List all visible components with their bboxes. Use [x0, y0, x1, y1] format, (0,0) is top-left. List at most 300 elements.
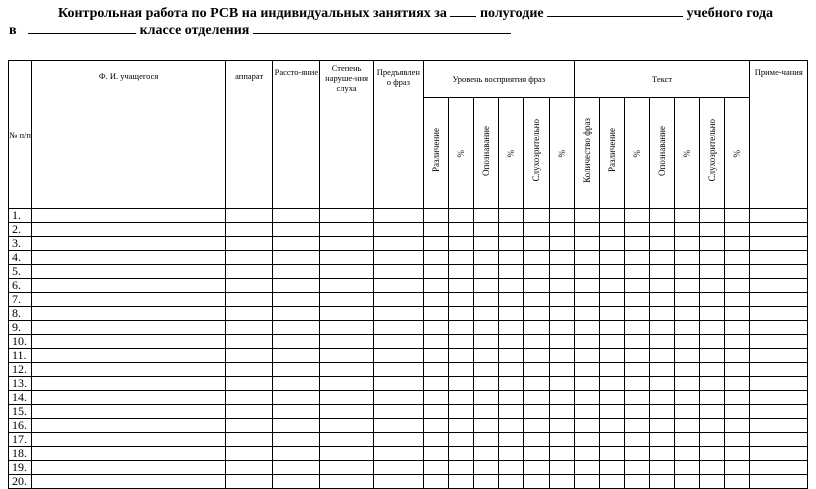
table-cell[interactable] [32, 335, 226, 349]
table-cell[interactable] [549, 265, 574, 279]
table-cell[interactable] [373, 363, 423, 377]
table-cell[interactable] [423, 363, 448, 377]
table-cell[interactable] [725, 377, 750, 391]
table-cell[interactable] [373, 265, 423, 279]
table-cell[interactable] [273, 237, 320, 251]
table-cell[interactable] [574, 475, 599, 489]
table-cell[interactable] [574, 447, 599, 461]
table-cell[interactable] [32, 293, 226, 307]
table-cell[interactable] [675, 475, 700, 489]
table-cell[interactable] [320, 321, 373, 335]
table-cell[interactable] [675, 335, 700, 349]
table-cell[interactable] [32, 461, 226, 475]
table-cell[interactable] [750, 419, 808, 433]
table-cell[interactable] [675, 209, 700, 223]
table-cell[interactable] [423, 321, 448, 335]
table-cell[interactable] [474, 405, 499, 419]
table-cell[interactable] [273, 279, 320, 293]
table-cell[interactable] [226, 321, 273, 335]
table-cell[interactable] [675, 363, 700, 377]
table-cell[interactable] [226, 405, 273, 419]
table-cell[interactable] [373, 405, 423, 419]
table-cell[interactable] [373, 223, 423, 237]
table-cell[interactable] [273, 349, 320, 363]
table-cell[interactable] [524, 391, 549, 405]
table-cell[interactable] [650, 251, 675, 265]
table-cell[interactable] [226, 391, 273, 405]
table-cell[interactable] [320, 307, 373, 321]
table-cell[interactable] [273, 405, 320, 419]
table-cell[interactable] [750, 349, 808, 363]
table-cell[interactable] [700, 335, 725, 349]
table-cell[interactable] [373, 461, 423, 475]
table-cell[interactable] [624, 237, 649, 251]
table-cell[interactable] [373, 349, 423, 363]
table-cell[interactable] [675, 265, 700, 279]
table-cell[interactable] [624, 279, 649, 293]
table-cell[interactable] [32, 223, 226, 237]
table-cell[interactable] [650, 349, 675, 363]
table-cell[interactable] [650, 335, 675, 349]
table-cell[interactable] [499, 335, 524, 349]
table-cell[interactable] [524, 223, 549, 237]
table-cell[interactable] [624, 447, 649, 461]
table-cell[interactable] [474, 321, 499, 335]
table-cell[interactable] [549, 237, 574, 251]
table-cell[interactable] [423, 419, 448, 433]
table-cell[interactable] [750, 335, 808, 349]
table-cell[interactable] [574, 265, 599, 279]
table-cell[interactable] [32, 349, 226, 363]
table-cell[interactable] [524, 293, 549, 307]
table-cell[interactable] [423, 447, 448, 461]
table-cell[interactable] [423, 405, 448, 419]
table-cell[interactable] [675, 307, 700, 321]
table-cell[interactable] [675, 321, 700, 335]
table-cell[interactable] [599, 209, 624, 223]
table-cell[interactable] [750, 433, 808, 447]
table-cell[interactable] [449, 307, 474, 321]
table-cell[interactable] [624, 349, 649, 363]
table-cell[interactable] [650, 419, 675, 433]
table-cell[interactable] [423, 461, 448, 475]
table-cell[interactable] [624, 391, 649, 405]
table-cell[interactable] [499, 475, 524, 489]
table-cell[interactable] [226, 349, 273, 363]
table-cell[interactable] [700, 223, 725, 237]
table-cell[interactable] [725, 405, 750, 419]
table-cell[interactable] [273, 447, 320, 461]
table-cell[interactable] [32, 265, 226, 279]
table-cell[interactable] [599, 461, 624, 475]
table-cell[interactable] [373, 447, 423, 461]
table-cell[interactable] [32, 279, 226, 293]
table-cell[interactable] [599, 363, 624, 377]
table-cell[interactable] [320, 279, 373, 293]
table-cell[interactable] [750, 405, 808, 419]
table-cell[interactable] [320, 265, 373, 279]
table-cell[interactable] [320, 335, 373, 349]
table-cell[interactable] [700, 447, 725, 461]
table-cell[interactable] [449, 265, 474, 279]
table-cell[interactable] [524, 419, 549, 433]
table-cell[interactable] [574, 223, 599, 237]
table-cell[interactable] [624, 293, 649, 307]
table-cell[interactable] [650, 461, 675, 475]
table-cell[interactable] [320, 251, 373, 265]
table-cell[interactable] [524, 433, 549, 447]
table-cell[interactable] [599, 279, 624, 293]
table-cell[interactable] [423, 237, 448, 251]
table-cell[interactable] [524, 447, 549, 461]
table-cell[interactable] [574, 321, 599, 335]
table-cell[interactable] [449, 433, 474, 447]
table-cell[interactable] [650, 321, 675, 335]
table-cell[interactable] [320, 223, 373, 237]
table-cell[interactable] [574, 335, 599, 349]
table-cell[interactable] [700, 293, 725, 307]
table-cell[interactable] [373, 209, 423, 223]
table-cell[interactable] [549, 307, 574, 321]
table-cell[interactable] [474, 349, 499, 363]
table-cell[interactable] [549, 363, 574, 377]
table-cell[interactable] [750, 237, 808, 251]
table-cell[interactable] [725, 307, 750, 321]
table-cell[interactable] [700, 405, 725, 419]
table-cell[interactable] [750, 363, 808, 377]
table-cell[interactable] [423, 279, 448, 293]
table-cell[interactable] [599, 307, 624, 321]
table-cell[interactable] [675, 447, 700, 461]
table-cell[interactable] [624, 335, 649, 349]
table-cell[interactable] [373, 237, 423, 251]
table-cell[interactable] [273, 265, 320, 279]
table-cell[interactable] [373, 475, 423, 489]
table-cell[interactable] [549, 461, 574, 475]
table-cell[interactable] [423, 293, 448, 307]
table-cell[interactable] [32, 363, 226, 377]
table-cell[interactable] [650, 391, 675, 405]
table-cell[interactable] [574, 391, 599, 405]
table-cell[interactable] [725, 419, 750, 433]
table-cell[interactable] [474, 279, 499, 293]
table-cell[interactable] [524, 237, 549, 251]
table-cell[interactable] [320, 349, 373, 363]
table-cell[interactable] [320, 447, 373, 461]
table-cell[interactable] [449, 363, 474, 377]
table-cell[interactable] [499, 293, 524, 307]
table-cell[interactable] [549, 377, 574, 391]
table-cell[interactable] [226, 293, 273, 307]
table-cell[interactable] [32, 433, 226, 447]
table-cell[interactable] [750, 223, 808, 237]
table-cell[interactable] [750, 475, 808, 489]
table-cell[interactable] [499, 377, 524, 391]
table-cell[interactable] [474, 223, 499, 237]
table-cell[interactable] [725, 209, 750, 223]
table-cell[interactable] [599, 391, 624, 405]
table-cell[interactable] [574, 237, 599, 251]
table-cell[interactable] [725, 335, 750, 349]
table-cell[interactable] [499, 209, 524, 223]
table-cell[interactable] [273, 321, 320, 335]
table-cell[interactable] [273, 475, 320, 489]
table-cell[interactable] [574, 293, 599, 307]
table-cell[interactable] [373, 391, 423, 405]
table-cell[interactable] [624, 321, 649, 335]
table-cell[interactable] [226, 461, 273, 475]
table-cell[interactable] [574, 419, 599, 433]
table-cell[interactable] [675, 405, 700, 419]
table-cell[interactable] [549, 279, 574, 293]
table-cell[interactable] [750, 461, 808, 475]
table-cell[interactable] [650, 447, 675, 461]
table-cell[interactable] [700, 307, 725, 321]
table-cell[interactable] [650, 265, 675, 279]
table-cell[interactable] [449, 209, 474, 223]
table-cell[interactable] [700, 265, 725, 279]
table-cell[interactable] [624, 223, 649, 237]
table-cell[interactable] [226, 377, 273, 391]
table-cell[interactable] [599, 335, 624, 349]
table-cell[interactable] [650, 433, 675, 447]
table-cell[interactable] [373, 419, 423, 433]
table-cell[interactable] [449, 461, 474, 475]
table-cell[interactable] [624, 251, 649, 265]
table-cell[interactable] [449, 251, 474, 265]
table-cell[interactable] [599, 223, 624, 237]
table-cell[interactable] [32, 321, 226, 335]
table-cell[interactable] [32, 391, 226, 405]
table-cell[interactable] [524, 251, 549, 265]
table-cell[interactable] [725, 223, 750, 237]
table-cell[interactable] [700, 363, 725, 377]
table-cell[interactable] [675, 419, 700, 433]
table-cell[interactable] [750, 307, 808, 321]
table-cell[interactable] [499, 461, 524, 475]
table-cell[interactable] [549, 391, 574, 405]
table-cell[interactable] [226, 419, 273, 433]
table-cell[interactable] [549, 349, 574, 363]
table-cell[interactable] [700, 237, 725, 251]
table-cell[interactable] [574, 209, 599, 223]
table-cell[interactable] [226, 279, 273, 293]
table-cell[interactable] [474, 475, 499, 489]
table-cell[interactable] [574, 307, 599, 321]
table-cell[interactable] [574, 349, 599, 363]
table-cell[interactable] [599, 265, 624, 279]
table-cell[interactable] [423, 209, 448, 223]
table-cell[interactable] [725, 265, 750, 279]
table-cell[interactable] [423, 349, 448, 363]
table-cell[interactable] [599, 447, 624, 461]
table-cell[interactable] [273, 461, 320, 475]
table-cell[interactable] [524, 335, 549, 349]
table-cell[interactable] [449, 237, 474, 251]
table-cell[interactable] [226, 447, 273, 461]
table-cell[interactable] [373, 251, 423, 265]
table-cell[interactable] [373, 335, 423, 349]
table-cell[interactable] [226, 237, 273, 251]
table-cell[interactable] [449, 321, 474, 335]
table-cell[interactable] [449, 293, 474, 307]
table-cell[interactable] [700, 419, 725, 433]
table-cell[interactable] [650, 279, 675, 293]
table-cell[interactable] [524, 307, 549, 321]
table-cell[interactable] [320, 461, 373, 475]
table-cell[interactable] [373, 377, 423, 391]
table-cell[interactable] [574, 363, 599, 377]
table-cell[interactable] [675, 237, 700, 251]
table-cell[interactable] [449, 405, 474, 419]
table-cell[interactable] [725, 349, 750, 363]
table-cell[interactable] [574, 251, 599, 265]
table-cell[interactable] [549, 419, 574, 433]
table-cell[interactable] [750, 391, 808, 405]
table-cell[interactable] [449, 223, 474, 237]
table-cell[interactable] [499, 405, 524, 419]
table-cell[interactable] [549, 223, 574, 237]
table-cell[interactable] [700, 433, 725, 447]
table-cell[interactable] [700, 461, 725, 475]
table-cell[interactable] [449, 475, 474, 489]
table-cell[interactable] [750, 209, 808, 223]
table-cell[interactable] [273, 391, 320, 405]
table-cell[interactable] [32, 209, 226, 223]
table-cell[interactable] [423, 223, 448, 237]
table-cell[interactable] [273, 293, 320, 307]
table-cell[interactable] [700, 321, 725, 335]
table-cell[interactable] [373, 321, 423, 335]
table-cell[interactable] [423, 377, 448, 391]
table-cell[interactable] [599, 349, 624, 363]
table-cell[interactable] [423, 475, 448, 489]
table-cell[interactable] [599, 321, 624, 335]
table-cell[interactable] [449, 349, 474, 363]
table-cell[interactable] [32, 405, 226, 419]
table-cell[interactable] [624, 433, 649, 447]
table-cell[interactable] [675, 377, 700, 391]
table-cell[interactable] [226, 335, 273, 349]
table-cell[interactable] [499, 321, 524, 335]
table-cell[interactable] [273, 307, 320, 321]
table-cell[interactable] [725, 321, 750, 335]
table-cell[interactable] [499, 419, 524, 433]
table-cell[interactable] [624, 377, 649, 391]
table-cell[interactable] [700, 251, 725, 265]
table-cell[interactable] [650, 209, 675, 223]
table-cell[interactable] [449, 335, 474, 349]
table-cell[interactable] [725, 237, 750, 251]
table-cell[interactable] [474, 391, 499, 405]
table-cell[interactable] [226, 265, 273, 279]
table-cell[interactable] [750, 279, 808, 293]
table-cell[interactable] [474, 461, 499, 475]
table-cell[interactable] [549, 433, 574, 447]
table-cell[interactable] [474, 363, 499, 377]
table-cell[interactable] [499, 433, 524, 447]
table-cell[interactable] [624, 475, 649, 489]
table-cell[interactable] [725, 475, 750, 489]
table-cell[interactable] [499, 279, 524, 293]
table-cell[interactable] [725, 251, 750, 265]
table-cell[interactable] [320, 237, 373, 251]
table-cell[interactable] [750, 321, 808, 335]
table-cell[interactable] [474, 293, 499, 307]
table-cell[interactable] [499, 237, 524, 251]
table-cell[interactable] [624, 307, 649, 321]
table-cell[interactable] [725, 293, 750, 307]
table-cell[interactable] [675, 279, 700, 293]
table-cell[interactable] [700, 475, 725, 489]
table-cell[interactable] [474, 251, 499, 265]
table-cell[interactable] [750, 265, 808, 279]
table-cell[interactable] [700, 209, 725, 223]
table-cell[interactable] [675, 391, 700, 405]
table-cell[interactable] [449, 279, 474, 293]
table-cell[interactable] [320, 209, 373, 223]
table-cell[interactable] [549, 335, 574, 349]
table-cell[interactable] [650, 307, 675, 321]
table-cell[interactable] [574, 405, 599, 419]
table-cell[interactable] [449, 419, 474, 433]
table-cell[interactable] [320, 405, 373, 419]
table-cell[interactable] [474, 433, 499, 447]
table-cell[interactable] [549, 405, 574, 419]
table-cell[interactable] [574, 461, 599, 475]
table-cell[interactable] [549, 209, 574, 223]
table-cell[interactable] [675, 223, 700, 237]
table-cell[interactable] [624, 461, 649, 475]
table-cell[interactable] [499, 363, 524, 377]
table-cell[interactable] [549, 251, 574, 265]
table-cell[interactable] [725, 433, 750, 447]
table-cell[interactable] [474, 209, 499, 223]
table-cell[interactable] [499, 223, 524, 237]
table-cell[interactable] [474, 377, 499, 391]
table-cell[interactable] [320, 433, 373, 447]
table-cell[interactable] [499, 265, 524, 279]
table-cell[interactable] [524, 377, 549, 391]
table-cell[interactable] [700, 377, 725, 391]
table-cell[interactable] [499, 251, 524, 265]
table-cell[interactable] [373, 279, 423, 293]
table-cell[interactable] [599, 419, 624, 433]
table-cell[interactable] [320, 363, 373, 377]
table-cell[interactable] [524, 279, 549, 293]
table-cell[interactable] [449, 447, 474, 461]
table-cell[interactable] [524, 321, 549, 335]
table-cell[interactable] [650, 377, 675, 391]
table-cell[interactable] [650, 237, 675, 251]
table-cell[interactable] [32, 475, 226, 489]
table-cell[interactable] [750, 377, 808, 391]
table-cell[interactable] [549, 475, 574, 489]
table-cell[interactable] [599, 433, 624, 447]
table-cell[interactable] [226, 251, 273, 265]
table-cell[interactable] [474, 265, 499, 279]
table-cell[interactable] [474, 447, 499, 461]
table-cell[interactable] [273, 335, 320, 349]
table-cell[interactable] [599, 237, 624, 251]
table-cell[interactable] [549, 447, 574, 461]
table-cell[interactable] [599, 251, 624, 265]
table-cell[interactable] [273, 377, 320, 391]
table-cell[interactable] [32, 251, 226, 265]
table-cell[interactable] [320, 293, 373, 307]
table-cell[interactable] [423, 335, 448, 349]
table-cell[interactable] [474, 335, 499, 349]
